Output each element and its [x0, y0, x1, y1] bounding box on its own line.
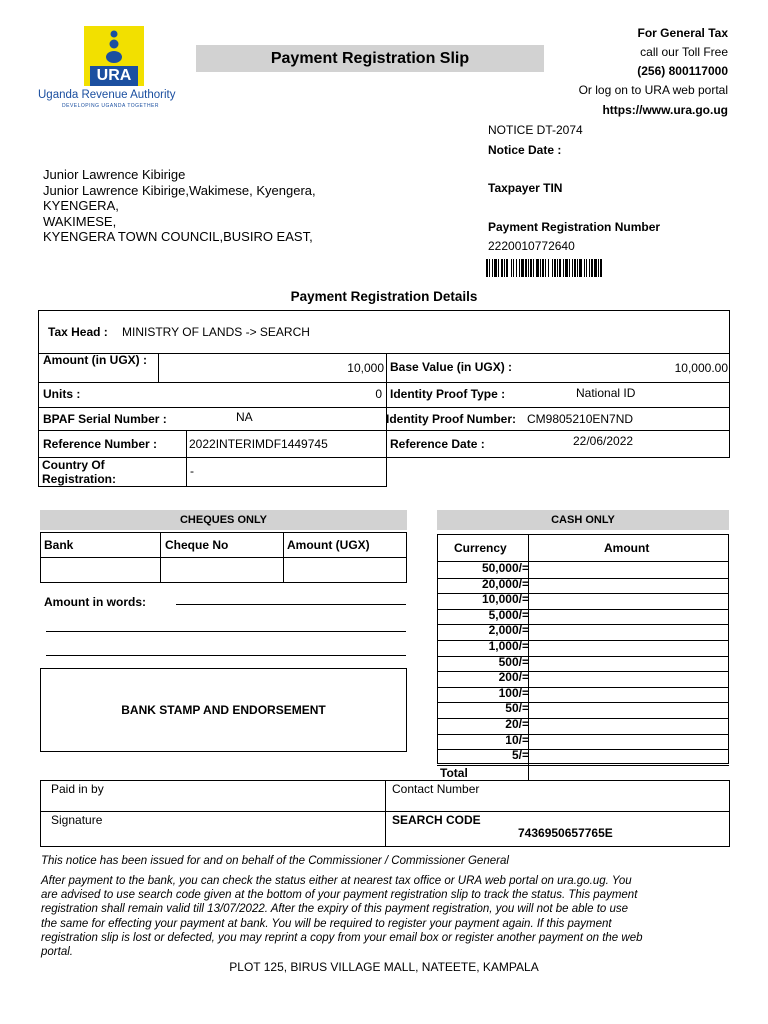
commissioner-notice: This notice has been issued for and on behalf of the Commissioner / Commissioner General — [41, 855, 509, 867]
barcode-bar — [521, 259, 524, 277]
amount-label: Amount (in UGX) : — [43, 353, 147, 367]
taxpayer-address-line: KYENGERA TOWN COUNCIL,BUSIRO EAST, — [43, 229, 313, 244]
tax-head-value: MINISTRY OF LANDS -> SEARCH — [122, 325, 310, 339]
barcode-bar — [548, 259, 549, 277]
cash-amount-cell[interactable] — [529, 749, 728, 764]
cheque-bank-cell[interactable] — [41, 558, 159, 582]
cheque-col-bank: Bank — [44, 538, 74, 552]
barcode-bar — [540, 259, 541, 277]
amount-in-words-line — [176, 604, 406, 605]
logo-dot-3 — [106, 51, 122, 63]
cash-amount-cell[interactable] — [529, 734, 728, 749]
barcode-bar — [530, 259, 532, 277]
instructions-line: registration shall remain valid till 13/07/2022. After the expiry of this payment registration, you will not be able to use — [41, 903, 629, 916]
row-divider — [38, 407, 730, 408]
cash-amount-cell[interactable] — [529, 687, 728, 702]
signature-label: Signature — [51, 813, 103, 827]
prn-value: 2220010772640 — [488, 239, 575, 253]
contact-general-tax: For General Tax — [637, 26, 728, 40]
barcode-bar — [494, 259, 497, 277]
barcode-bar — [559, 259, 561, 277]
taxpayer-address-line: WAKIMESE, — [43, 213, 117, 229]
col-divider — [386, 353, 387, 458]
cheque-amount-cell[interactable] — [284, 558, 406, 582]
barcode-bar — [574, 259, 576, 277]
cash-header: CASH ONLY — [437, 510, 729, 530]
barcode — [486, 259, 676, 277]
search-code-value: 7436950657765E — [518, 826, 613, 840]
taxpayer-address — [43, 167, 316, 245]
cash-amount-cell[interactable] — [529, 624, 728, 639]
cash-denomination: 1,000/= — [488, 639, 529, 653]
barcode-bar — [528, 259, 529, 277]
cash-amount-cell[interactable] — [529, 718, 728, 733]
cash-denomination: 50,000/= — [481, 561, 529, 575]
taxpayer-tin-label: Taxpayer TIN — [488, 181, 563, 195]
cash-denomination: 2,000/= — [488, 623, 529, 638]
cash-amount-cell[interactable] — [529, 671, 728, 686]
cash-denomination: 5,000/= — [488, 607, 529, 622]
barcode-bar — [513, 259, 514, 277]
barcode-bar — [600, 259, 602, 277]
instructions-line: the same for effecting your payment at bank. You will be required to register your payment again. If this payment — [41, 917, 612, 930]
instructions-line: are advised to use search code given at the bottom of your payment registration slip to track the status. This payment — [41, 889, 638, 902]
cash-amount-cell[interactable] — [529, 656, 728, 671]
barcode-bar — [586, 259, 587, 277]
col-divider — [186, 430, 187, 487]
bank-stamp-label: BANK STAMP AND ENDORSEMENT — [121, 703, 326, 717]
taxpayer-address-line: Junior Lawrence Kibirige,Wakimese, Kyengera, — [43, 182, 316, 198]
base-value-value: 10,000.00 — [674, 361, 728, 375]
barcode-bar — [591, 259, 593, 277]
contact-phone: (256) 800117000 — [637, 64, 728, 78]
cash-amount-cell[interactable] — [529, 640, 728, 655]
cash-amount-cell[interactable] — [529, 562, 728, 577]
cash-denomination: 10,000/= — [481, 592, 529, 607]
barcode-bar — [489, 259, 490, 277]
barcode-bar — [525, 259, 527, 277]
contact-toll-free-label: call our Toll Free — [640, 45, 728, 59]
barcode-bar — [554, 259, 556, 277]
details-title: Payment Registration Details — [290, 289, 478, 304]
reference-number-label: Reference Number : — [43, 437, 158, 451]
logo-tagline: DEVELOPING UGANDA TOGETHER — [62, 103, 160, 109]
barcode-bar — [511, 259, 512, 277]
amount-in-words-line — [46, 655, 406, 656]
amount-value: 10,000 — [347, 361, 384, 375]
barcode-bar — [579, 259, 582, 277]
instructions-line: registration slip is lost or defected, you may reprint a copy from your email box or register another payment on the web — [41, 931, 643, 944]
cash-denomination: 5/= — [511, 748, 529, 763]
cash-denomination: 50/= — [505, 701, 529, 716]
row-divider — [38, 382, 730, 383]
paid-in-by-field[interactable] — [41, 781, 384, 810]
barcode-bar — [584, 259, 585, 277]
tax-head-label: Tax Head : — [48, 325, 108, 339]
logo-name: Uganda Revenue Authority — [38, 89, 176, 101]
base-value-label: Base Value (in UGX) : — [390, 360, 513, 374]
logo-dot-2 — [110, 40, 119, 49]
barcode-bar — [498, 259, 499, 277]
barcode-bar — [563, 259, 564, 277]
instructions-line: portal. — [41, 946, 73, 959]
amount-in-words-line — [46, 631, 406, 632]
paid-in-by-label: Paid in by — [51, 782, 104, 796]
identity-number-value: CM9805210EN7ND — [527, 412, 634, 426]
reference-date-label: Reference Date : — [390, 437, 485, 451]
search-code-label: SEARCH CODE — [392, 813, 481, 827]
col-divider — [158, 353, 159, 383]
barcode-bar — [545, 259, 546, 277]
cheques-header: CHEQUES ONLY — [40, 510, 407, 530]
cash-denomination: 20,000/= — [481, 576, 529, 591]
units-label: Units : — [43, 387, 81, 401]
barcode-bar — [536, 259, 539, 277]
cash-denomination: 200/= — [498, 670, 529, 685]
barcode-bar — [533, 259, 534, 277]
identity-type-value: National ID — [576, 386, 636, 400]
barcode-bar — [492, 259, 493, 277]
barcode-bar — [486, 259, 488, 277]
cash-denomination: 10/= — [505, 732, 529, 747]
barcode-bar — [577, 259, 578, 277]
barcode-bar — [598, 259, 599, 277]
cash-denomination: 20/= — [505, 717, 529, 731]
cheque-col-number: Cheque No — [165, 538, 229, 552]
cash-amount-cell[interactable] — [529, 702, 728, 717]
office-address: PLOT 125, BIRUS VILLAGE MALL, NATEETE, KAMPALA — [229, 960, 539, 974]
signature-field[interactable] — [41, 812, 384, 846]
identity-number-label: Identity Proof Number: — [386, 412, 517, 426]
barcode-bar — [519, 259, 520, 277]
barcode-bar — [506, 259, 508, 277]
barcode-bar — [501, 259, 503, 277]
barcode-bar — [594, 259, 597, 277]
ura-logo — [38, 26, 188, 108]
cash-amount-cell[interactable] — [529, 593, 728, 608]
logo-acronym: URA — [96, 67, 132, 84]
barcode-bar — [569, 259, 570, 277]
notice-number: NOTICE DT-2074 — [488, 123, 583, 137]
identity-type-label: Identity Proof Type : — [390, 387, 506, 401]
bpaf-label: BPAF Serial Number : — [43, 412, 167, 426]
page-title: Payment Registration Slip — [196, 45, 544, 72]
notice-date-label: Notice Date : — [488, 143, 562, 157]
barcode-bar — [504, 259, 505, 277]
country-label: Registration: — [42, 472, 117, 486]
barcode-bar — [565, 259, 568, 277]
cash-col-amount: Amount — [604, 541, 650, 555]
cash-denomination: 100/= — [498, 685, 529, 700]
prn-label: Payment Registration Number — [488, 220, 661, 234]
cheque-col-amount: Amount (UGX) — [287, 538, 370, 552]
reference-date-value: 22/06/2022 — [573, 434, 634, 448]
barcode-bar — [557, 259, 558, 277]
cash-denomination: 500/= — [498, 654, 529, 669]
cash-amount-cell[interactable] — [529, 578, 728, 593]
contact-portal-link[interactable]: https://www.ura.go.ug — [602, 103, 728, 117]
barcode-bar — [589, 259, 590, 277]
reference-number-value: 2022INTERIMDF1449745 — [189, 437, 328, 451]
instructions-line: After payment to the bank, you can check the status either at nearest tax office or URA web portal on ura.go.ug. You — [41, 875, 632, 887]
contact-number-field[interactable] — [386, 781, 729, 810]
cheque-number-cell[interactable] — [161, 558, 282, 582]
contact-number-label: Contact Number — [392, 782, 480, 796]
barcode-bar — [552, 259, 553, 277]
barcode-bar — [542, 259, 544, 277]
cash-total-label: Total — [440, 766, 468, 780]
instructions-paragraph — [41, 874, 741, 959]
barcode-bar — [516, 259, 517, 277]
barcode-bar — [572, 259, 573, 277]
country-value: - — [190, 464, 194, 478]
amount-in-words-label: Amount in words: — [44, 595, 146, 609]
bpaf-value: NA — [236, 410, 253, 424]
country-label: Country Of — [42, 458, 105, 472]
logo-dot-1 — [111, 31, 118, 38]
cash-amount-cell[interactable] — [529, 609, 728, 624]
cash-row-divider — [437, 765, 729, 766]
cash-col-currency: Currency — [454, 541, 507, 555]
taxpayer-name: Junior Lawrence Kibirige — [43, 167, 186, 182]
units-value: 0 — [375, 387, 382, 401]
taxpayer-address-line: KYENGERA, — [43, 198, 119, 213]
contact-portal-label: Or log on to URA web portal — [578, 83, 728, 97]
